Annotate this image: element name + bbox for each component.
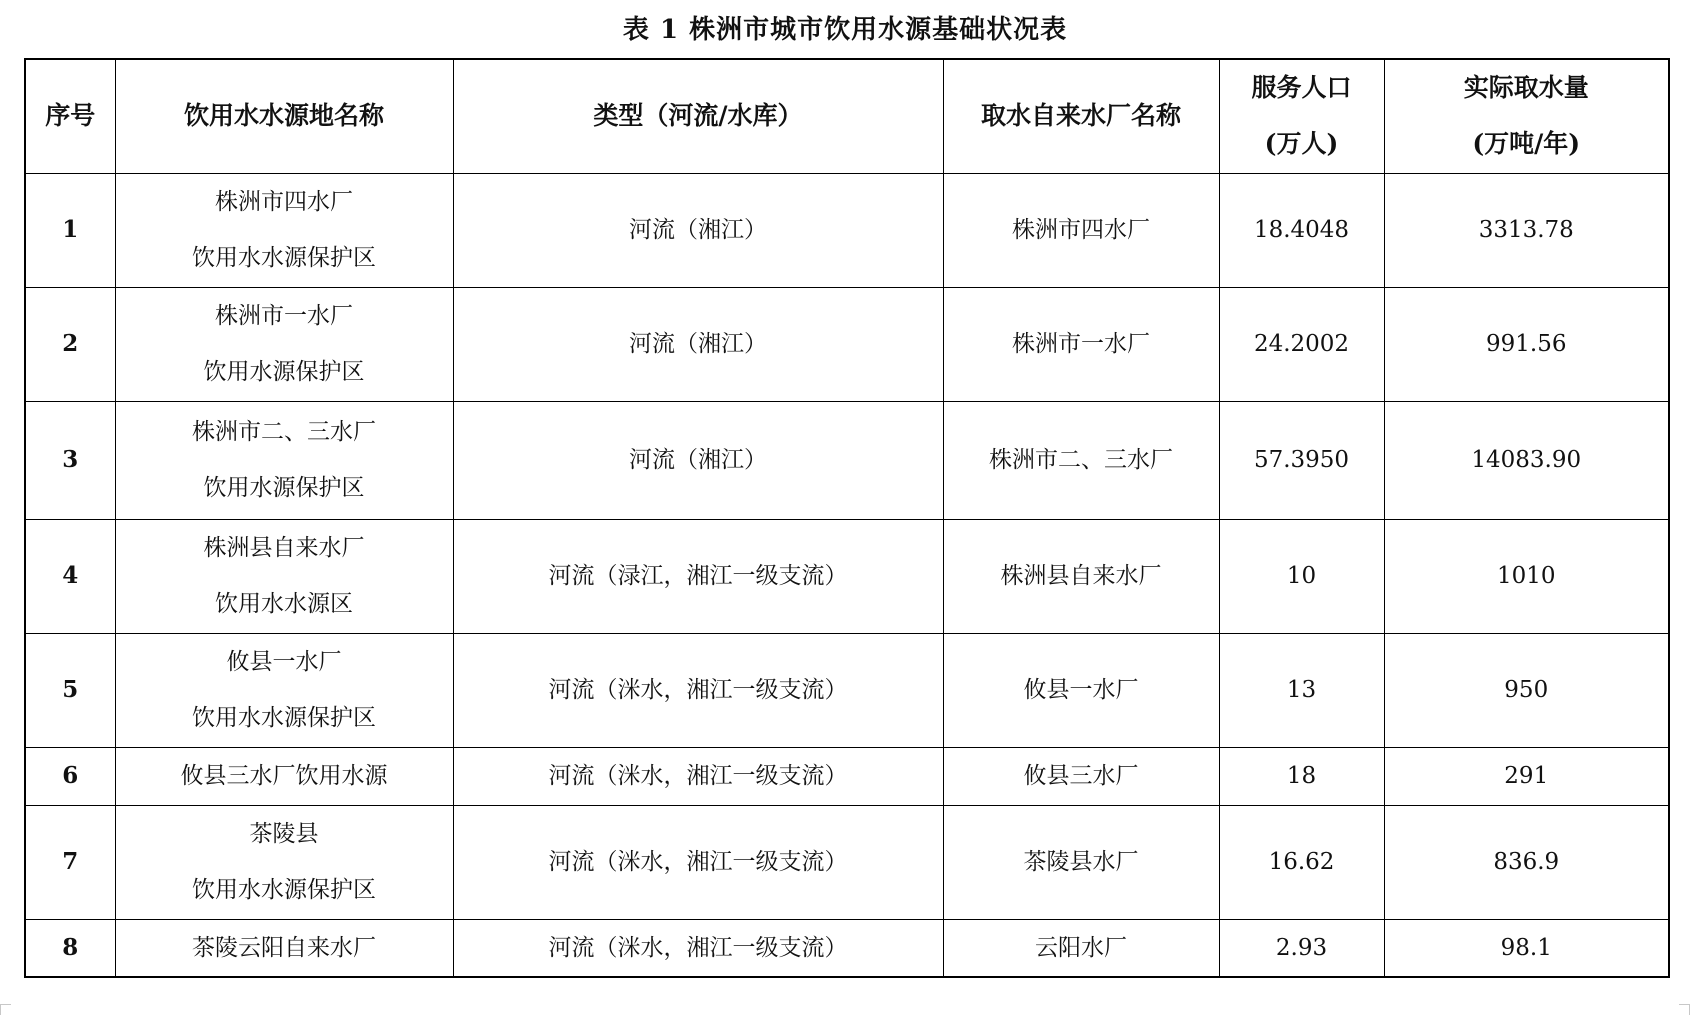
header-plant: 取水自来水厂名称 xyxy=(943,59,1219,173)
row-population: 10 xyxy=(1219,519,1384,633)
row-type: 河流（渌江，湘江一级支流） xyxy=(453,519,943,633)
header-no: 序号 xyxy=(25,59,115,173)
row-plant: 攸县三水厂 xyxy=(943,747,1219,805)
row-volume: 1010 xyxy=(1384,519,1669,633)
row-type: 河流（湘江） xyxy=(453,401,943,519)
header-population xyxy=(1219,59,1384,173)
row-no: 3 xyxy=(25,401,115,519)
header-type: 类型（河流/水库） xyxy=(453,59,943,173)
row-source-name-line2: 饮用水源保护区 xyxy=(203,359,365,385)
row-plant: 株洲市二、三水厂 xyxy=(943,401,1219,519)
row-source-name-line2: 饮用水水源保护区 xyxy=(192,705,376,731)
row-source-name xyxy=(115,401,453,519)
row-volume: 950 xyxy=(1384,633,1669,747)
row-type: 河流（洣水，湘江一级支流） xyxy=(453,805,943,919)
row-source-name-line1: 株洲市一水厂 xyxy=(215,303,353,329)
table-row xyxy=(25,633,1669,747)
header-row xyxy=(25,59,1669,173)
table-row xyxy=(25,401,1669,519)
table-title: 表 1 株洲市城市饮用水源基础状况表 xyxy=(622,15,1068,45)
header-volume-unit: (万吨/年) xyxy=(1472,129,1581,159)
table-row xyxy=(25,919,1669,977)
row-plant: 株洲市四水厂 xyxy=(943,173,1219,287)
page-corner-mark xyxy=(0,1004,11,1015)
row-volume: 3313.78 xyxy=(1384,173,1669,287)
row-type: 河流（洣水，湘江一级支流） xyxy=(453,747,943,805)
row-source-name-line1: 株洲市四水厂 xyxy=(215,189,353,215)
row-source-name xyxy=(115,173,453,287)
row-population: 2.93 xyxy=(1219,919,1384,977)
row-source-name-line2: 饮用水源保护区 xyxy=(203,475,365,501)
row-volume: 14083.90 xyxy=(1384,401,1669,519)
row-no: 8 xyxy=(25,919,115,977)
row-plant: 云阳水厂 xyxy=(943,919,1219,977)
row-population: 18 xyxy=(1219,747,1384,805)
row-population: 24.2002 xyxy=(1219,287,1384,401)
table-row xyxy=(25,173,1669,287)
table-row xyxy=(25,747,1669,805)
header-population-label: 服务人口 xyxy=(1251,73,1352,103)
table-row xyxy=(25,287,1669,401)
row-volume: 991.56 xyxy=(1384,287,1669,401)
table-row xyxy=(25,519,1669,633)
row-no: 1 xyxy=(25,173,115,287)
row-population: 18.4048 xyxy=(1219,173,1384,287)
row-population: 16.62 xyxy=(1219,805,1384,919)
row-source-name-line1: 攸县一水厂 xyxy=(226,649,342,675)
row-source-name xyxy=(115,805,453,919)
row-no: 7 xyxy=(25,805,115,919)
row-type: 河流（洣水，湘江一级支流） xyxy=(453,919,943,977)
row-no: 6 xyxy=(25,747,115,805)
row-source-name-line1: 茶陵县 xyxy=(249,821,319,847)
row-plant: 攸县一水厂 xyxy=(943,633,1219,747)
table-row xyxy=(25,805,1669,919)
row-source-name xyxy=(115,633,453,747)
row-source-name xyxy=(115,519,453,633)
row-plant: 株洲县自来水厂 xyxy=(943,519,1219,633)
row-plant: 株洲市一水厂 xyxy=(943,287,1219,401)
row-plant: 茶陵县水厂 xyxy=(943,805,1219,919)
row-source-name: 攸县三水厂饮用水源 xyxy=(115,747,453,805)
row-type: 河流（洣水，湘江一级支流） xyxy=(453,633,943,747)
row-volume: 836.9 xyxy=(1384,805,1669,919)
row-population: 57.3950 xyxy=(1219,401,1384,519)
row-source-name-line1: 株洲市二、三水厂 xyxy=(192,419,376,445)
row-source-name-line2: 饮用水水源区 xyxy=(215,591,353,617)
page-corner-mark xyxy=(1679,1004,1690,1015)
row-source-name xyxy=(115,287,453,401)
row-source-name-line1: 株洲县自来水厂 xyxy=(203,535,365,561)
header-source-name: 饮用水水源地名称 xyxy=(115,59,453,173)
header-volume xyxy=(1384,59,1669,173)
header-population-unit: (万人) xyxy=(1264,129,1339,159)
row-volume: 98.1 xyxy=(1384,919,1669,977)
row-no: 2 xyxy=(25,287,115,401)
row-source-name: 茶陵云阳自来水厂 xyxy=(115,919,453,977)
row-type: 河流（湘江） xyxy=(453,287,943,401)
row-population: 13 xyxy=(1219,633,1384,747)
row-no: 5 xyxy=(25,633,115,747)
water-source-table xyxy=(24,58,1670,978)
row-source-name-line2: 饮用水水源保护区 xyxy=(192,877,376,903)
row-type: 河流（湘江） xyxy=(453,173,943,287)
row-no: 4 xyxy=(25,519,115,633)
row-source-name-line2: 饮用水水源保护区 xyxy=(192,245,376,271)
row-volume: 291 xyxy=(1384,747,1669,805)
header-volume-label: 实际取水量 xyxy=(1463,73,1589,103)
